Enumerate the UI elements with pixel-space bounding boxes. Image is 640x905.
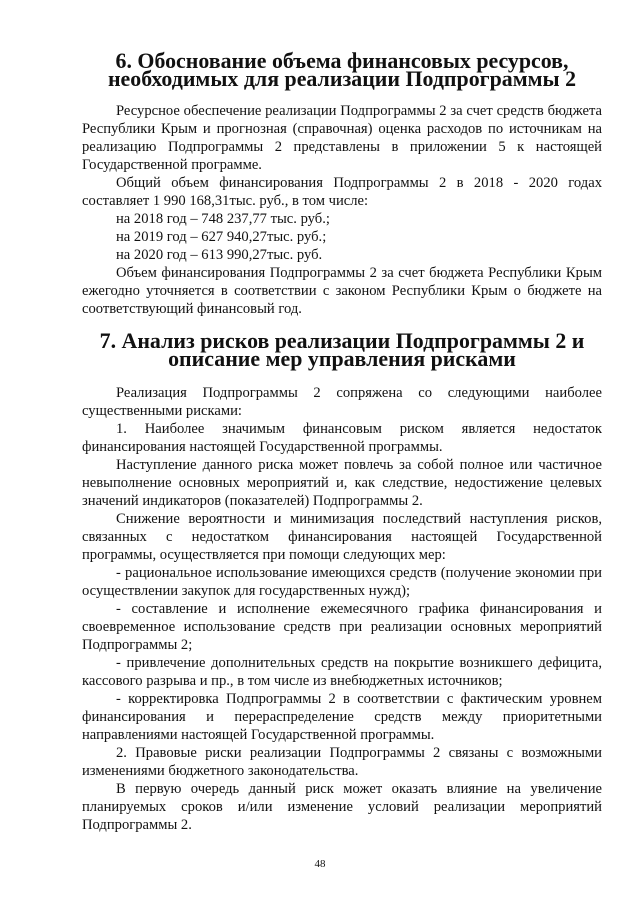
paragraph: Реализация Подпрограммы 2 сопряжена со следующими наиболее существенными рисками: xyxy=(82,385,602,419)
paragraph: Наступление данного риска может повлечь за собой полное или частичное невыполнение основных мероприятий и, как следствие, недостижение целевых значений индикаторов (показателей) Подпрограммы 2. xyxy=(82,457,602,509)
list-item: - привлечение дополнительных средств на покрытие возникшего дефицита, кассового разрыва и пр., в том числе из внебюджетных источников; xyxy=(82,655,602,689)
paragraph: 1. Наиболее значимым финансовым риском является недостаток финансирования настоящей Государственной программы. xyxy=(82,421,602,455)
page-number: 48 xyxy=(314,858,326,870)
list-item: - рациональное использование имеющихся средств (получение экономии при осуществлении закупок для государственных нужд); xyxy=(82,565,602,599)
paragraph: Ресурсное обеспечение реализации Подпрограммы 2 за счет средств бюджета Республики Крым и прогнозная (справочная) оценка расходов по источникам на реализацию Подпрограммы 2 представлены в приложении 5 к настоящей Государственной программе. xyxy=(82,103,602,173)
paragraph: 2. Правовые риски реализации Подпрограммы 2 связаны с возможными изменениями бюджетного законодательства. xyxy=(82,745,602,779)
list-item: - корректировка Подпрограммы 2 в соответствии с фактическим уровнем финансирования и перераспределение средств между приоритетными направлениями настоящей Государственной программы. xyxy=(82,691,602,743)
paragraph: Объем финансирования Подпрограммы 2 за счет бюджета Республики Крым ежегодно уточняется в соответствии с законом Республики Крым о бюджете на соответствующий финансовый год. xyxy=(82,265,602,317)
document-page xyxy=(82,48,602,834)
section-6-title: 6. Обоснование объема финансовых ресурсов, необходимых для реализации Подпрограммы 2 xyxy=(107,48,577,91)
paragraph: Снижение вероятности и минимизация последствий наступления рисков, связанных с недостатком финансирования настоящей Государственной программы, осуществляется при помощи следующих мер: xyxy=(82,511,602,563)
list-item: - составление и исполнение ежемесячного графика финансирования и своевременное использование средств при реализации основных мероприятий Подпрограммы 2; xyxy=(82,601,602,653)
funding-2020: на 2020 год – 613 990,27тыс. руб. xyxy=(116,247,323,263)
section-7-title: 7. Анализ рисков реализации Подпрограммы 2 и описание мер управления рисками xyxy=(99,328,585,371)
funding-2019: на 2019 год – 627 940,27тыс. руб.; xyxy=(116,229,327,245)
paragraph: В первую очередь данный риск может оказать влияние на увеличение планируемых сроков и/или изменение условий реализации мероприятий Подпрограммы 2. xyxy=(82,781,602,833)
paragraph: Общий объем финансирования Подпрограммы 2 в 2018 - 2020 годах составляет 1 990 168,31тыс. руб., в том числе: xyxy=(82,175,602,209)
funding-2018: на 2018 год – 748 237,77 тыс. руб.; xyxy=(116,211,330,227)
